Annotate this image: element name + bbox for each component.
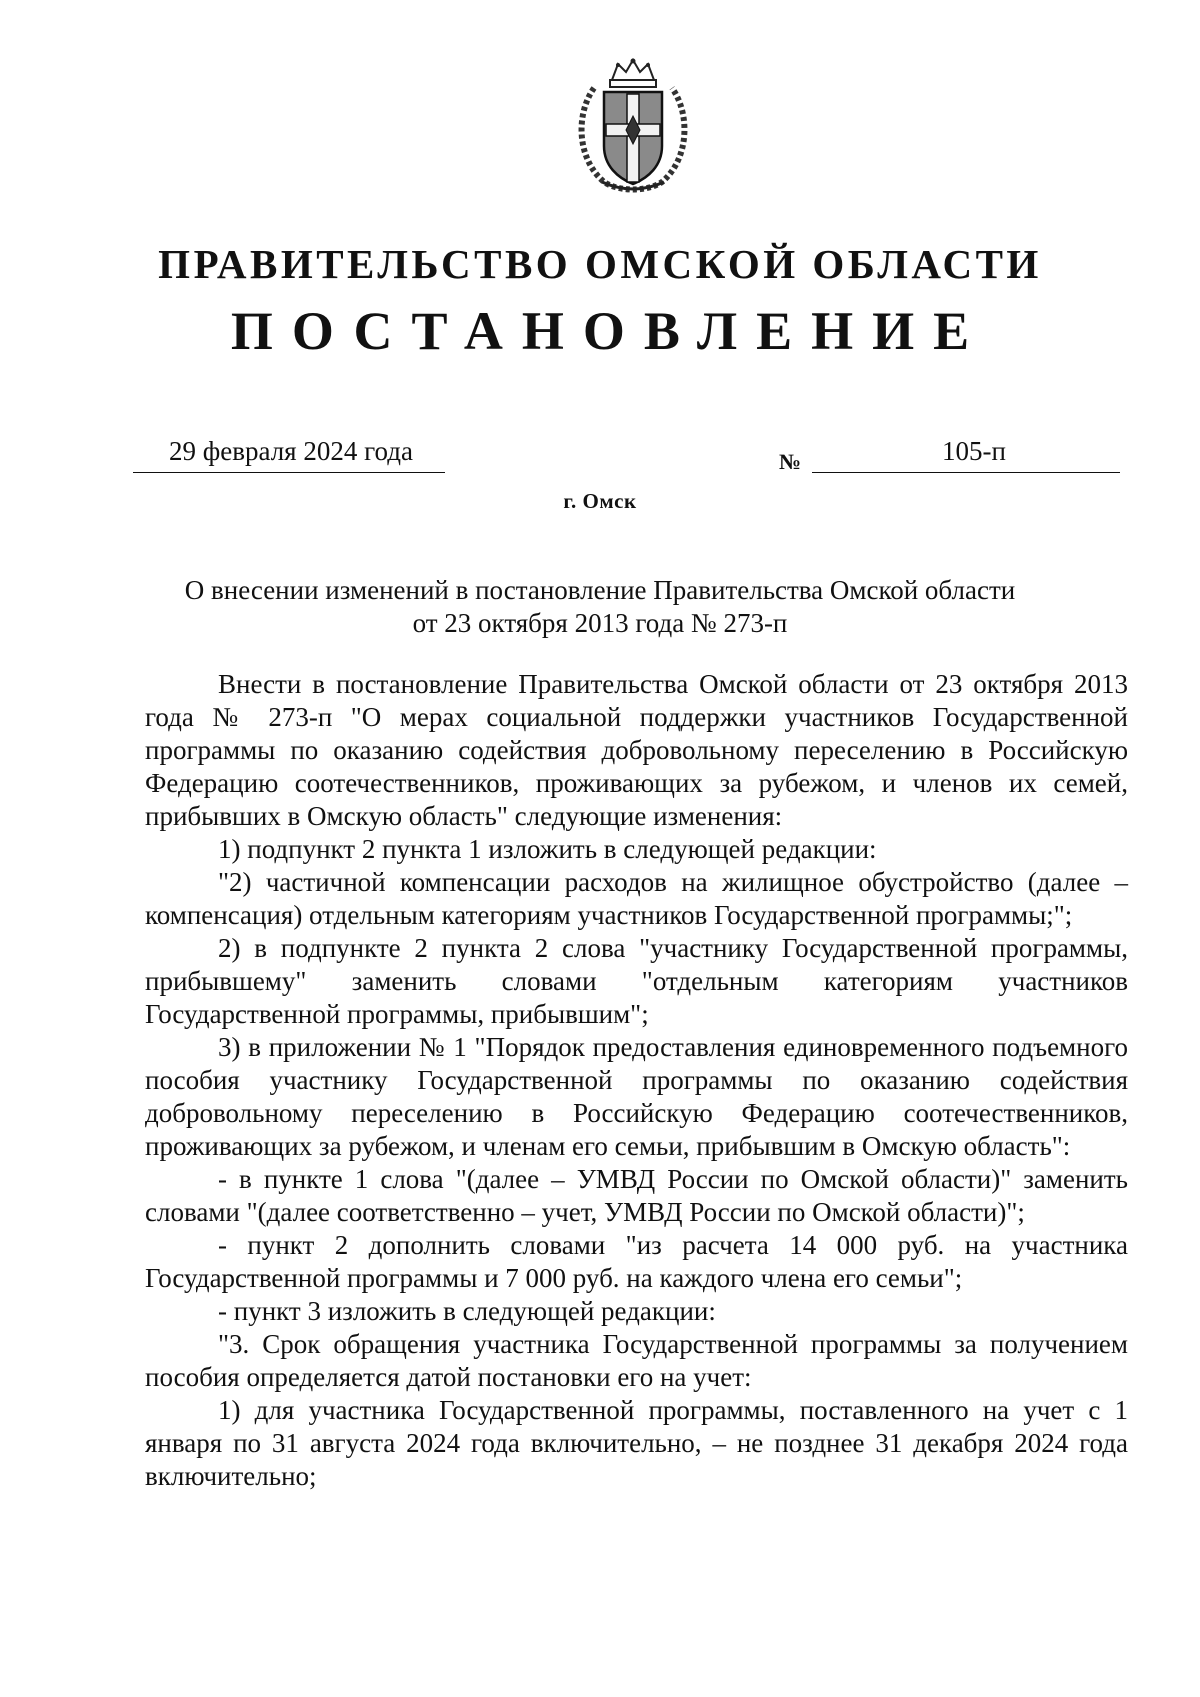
body-paragraph: 3) в приложении № 1 "Порядок предоставления единовременного подъемного пособия участнику Государственной программы по оказанию содействия добровольному переселению в Российскую Федерацию соотечественников, проживающих за рубежом, и членам его семьи, прибывшим в Омскую область":: [145, 1032, 1128, 1161]
date-field: [133, 434, 445, 473]
document-date: 29 февраля 2024 года: [169, 436, 413, 466]
number-field: [812, 434, 1120, 473]
document-number: 105-п: [942, 436, 1006, 466]
subject-line-1: О внесении изменений в постановление Правительства Омской области: [184, 575, 1016, 605]
body-paragraph: "3. Срок обращения участника Государственной программы за получением пособия определяется датой постановки его на учет:: [145, 1329, 1128, 1392]
body-paragraph: - пункт 3 изложить в следующей редакции:: [218, 1296, 716, 1326]
number-sign: №: [779, 449, 802, 474]
omsk-region-coat-of-arms-icon: [574, 58, 692, 194]
body-paragraph: 1) для участника Государственной программы, поставленного на учет с 1 января по 31 августа 2024 года включительно, – не позднее 31 декабря 2024 года включительно;: [145, 1395, 1128, 1491]
organization-title: ПРАВИТЕЛЬСТВО ОМСКОЙ ОБЛАСТИ: [158, 241, 1042, 287]
document-body: [145, 668, 1128, 1493]
subject-line-2: от 23 октября 2013 года № 273-п: [412, 608, 788, 638]
city-label: г. Омск: [563, 489, 637, 513]
document-type-title: ПОСТАНОВЛЕНИЕ: [230, 301, 989, 361]
body-paragraph: 2) в подпункте 2 пункта 2 слова "участнику Государственной программы, прибывшему" заменить словами "отдельным категориям участников Государственной программы, прибывшим";: [145, 933, 1128, 1029]
body-paragraph: - в пункте 1 слова "(далее – УМВД России по Омской области)" заменить словами "(далее соответственно – учет, УМВД России по Омской области)";: [145, 1164, 1128, 1227]
body-paragraph: Внести в постановление Правительства Омской области от 23 октября 2013 года № 273-п "О мерах социальной поддержки участников Государственной программы по оказанию содействия добровольному переселению в Российскую Федерацию соотечественников, проживающих за рубежом, и членов их семей, прибывших в Омскую область" следующие изменения:: [145, 669, 1128, 831]
body-paragraph: - пункт 2 дополнить словами "из расчета 14 000 руб. на участника Государственной программы и 7 000 руб. на каждого члена его семьи";: [145, 1230, 1128, 1293]
document-subject: [150, 574, 1050, 640]
body-paragraph: "2) частичной компенсации расходов на жилищное обустройство (далее – компенсация) отдельным категориям участников Государственной программы;";: [145, 867, 1128, 930]
body-paragraph: 1) подпункт 2 пункта 1 изложить в следующей редакции:: [218, 834, 877, 864]
